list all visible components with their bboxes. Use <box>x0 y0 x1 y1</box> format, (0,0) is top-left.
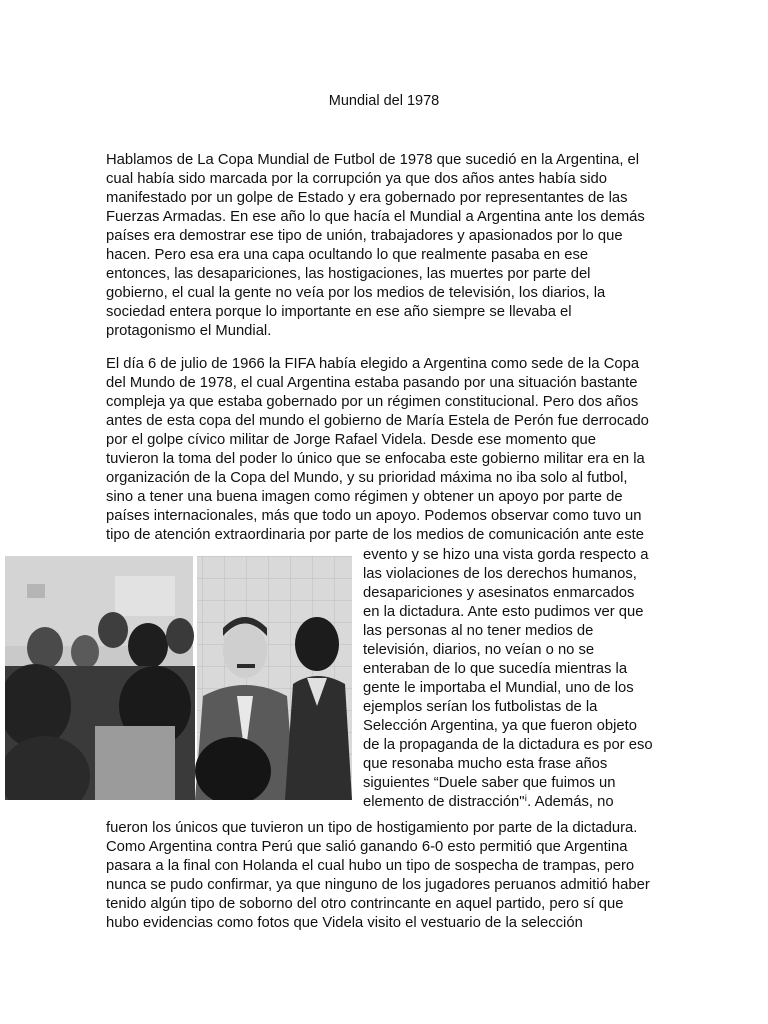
text-line: hacen. Pero esa era una capa ocultando lo que realmente pasaba en ese <box>106 247 589 263</box>
text-line: tuvieron la toma del poder lo único que se enfocaba este gobierno militar era en la <box>106 451 645 467</box>
text-line: Selección Argentina, ya que fueron objeto <box>363 718 637 734</box>
text-line: Fuerzas Armadas. En ese año lo que hacía el Mundial a Argentina ante los demás <box>106 209 645 225</box>
text-line: enteraban de lo que sucedía mientras la <box>363 661 628 677</box>
text-line: manifestado por un golpe de Estado y era gobernado por representantes de las <box>106 190 628 206</box>
text-line: las personas al no tener medios de <box>363 623 594 639</box>
text-line: tipo de atención extraordinaria por parte de los medios de comunicación ante este <box>106 527 644 543</box>
historical-photo <box>5 556 352 800</box>
text-line: tenido algún tipo de soborno del otro contrincante en aquel partido, pero sí que <box>106 896 624 912</box>
text-line: protagonismo el Mundial. <box>106 323 272 339</box>
paragraph-1 <box>106 151 664 341</box>
text-line: fueron los únicos que tuvieron un tipo de hostigamiento por parte de la dictadura. <box>106 820 638 836</box>
text-line: compleja ya que estaba gobernado por un régimen constitucional. Pero dos años <box>106 394 639 410</box>
text-line: hubo evidencias como fotos que Videla visito el vestuario de la selección <box>106 915 583 931</box>
text-line: gobierno, el cual la gente no veía por los medios de televisión, los diarios, la <box>106 285 606 301</box>
text-line: gente le importaba el Mundial, uno de los <box>363 680 634 696</box>
text-line: pasara a la final con Holanda el cual hubo un tipo de sospecha de trampas, pero <box>106 858 635 874</box>
text-line: en la dictadura. Ante esto pudimos ver que <box>363 604 644 620</box>
text-line: del Mundo de 1978, el cual Argentina estaba pasando por una situación bastante <box>106 375 638 391</box>
text-line: países internacionales, más que todo un apoyo. Podemos observar como tuvo un <box>106 508 642 524</box>
text-line: El día 6 de julio de 1966 la FIFA había elegido a Argentina como sede de la Copa <box>106 356 640 372</box>
text-line: cual había sido marcada por la corrupción ya que dos años antes había sido <box>106 171 607 187</box>
text-line: Como Argentina contra Perú que salió ganando 6-0 esto permitió que Argentina <box>106 839 628 855</box>
text-line: de la propaganda de la dictadura es por eso <box>363 737 653 753</box>
text-line: sino a tener una buena imagen como régimen y obtener un apoyo por parte de <box>106 489 623 505</box>
text-line: Hablamos de La Copa Mundial de Futbol de 1978 que sucedió en la Argentina, el <box>106 152 640 168</box>
text-line: países era demostrar ese tipo de unión, trabajadores y apasionados por lo que <box>106 228 623 244</box>
text-line: evento y se hizo una vista gorda respecto a <box>363 547 649 563</box>
text-line: desapariciones y asesinatos enmarcados <box>363 585 635 601</box>
text-line: elemento de distracción"ⁱ. Además, no <box>363 794 614 810</box>
text-line: siguientes “Duele saber que fuimos un <box>363 775 616 791</box>
text-line: que resonaba mucho esta frase años <box>363 756 608 772</box>
text-line: televisión, diarios, no veían o no se <box>363 642 595 658</box>
text-line: organización de la Copa del Mundo, y su prioridad máxima no iba solo al futbol, <box>106 470 628 486</box>
paragraph-4 <box>106 819 664 933</box>
text-line: antes de esta copa del mundo el gobierno de María Estela de Perón fue derrocado <box>106 413 649 429</box>
text-line: sociedad entera porque lo importante en ese año siempre se llevaba el <box>106 304 572 320</box>
text-line: ejemplos serían los futbolistas de la <box>363 699 598 715</box>
text-line: por el golpe cívico militar de Jorge Rafael Videla. Desde ese momento que <box>106 432 596 448</box>
text-line: nunca se pudo confirmar, ya que ninguno de los jugadores peruanos admitió haber <box>106 877 650 893</box>
paragraph-3-wrapped <box>363 546 663 812</box>
paragraph-2 <box>106 355 664 545</box>
text-line: entonces, las desapariciones, las hostigaciones, las muertes por parte del <box>106 266 591 282</box>
document-title: Mundial del 1978 <box>328 93 440 109</box>
text-line: las violaciones de los derechos humanos, <box>363 566 637 582</box>
